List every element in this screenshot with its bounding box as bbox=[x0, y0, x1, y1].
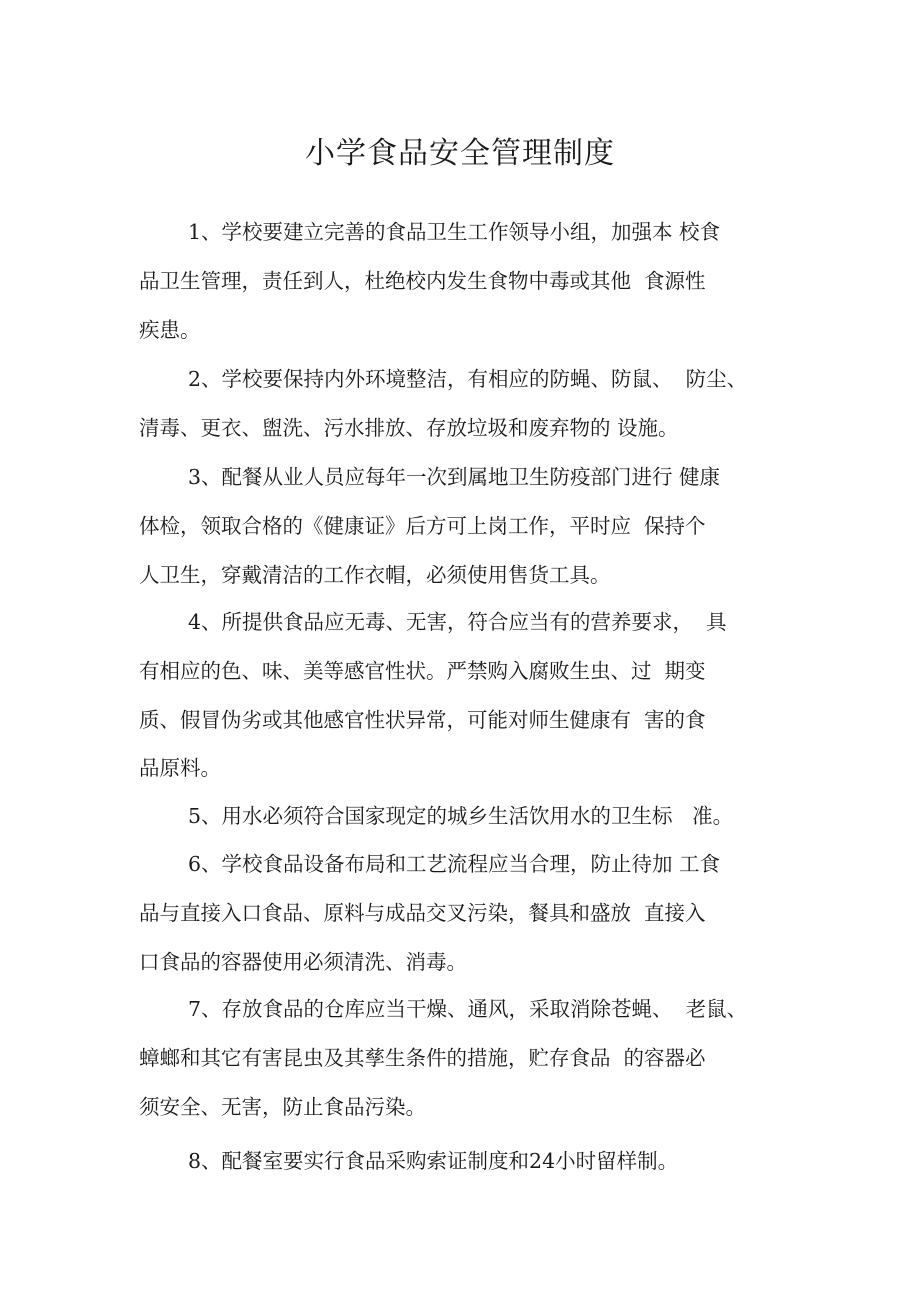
paragraph-line: 质、假冒伪劣或其他感官性状异常，可能对师生健康有 害的食 bbox=[139, 707, 706, 732]
paragraph-line: 疾患。 bbox=[139, 317, 201, 342]
paragraph-8 bbox=[139, 1137, 799, 1186]
paragraph-line: 有相应的色、味、美等感官性状。严禁购入腐败生虫、过 期变 bbox=[139, 658, 706, 683]
paragraph-1 bbox=[139, 208, 799, 354]
paragraph-6 bbox=[139, 840, 799, 986]
paragraph-2 bbox=[139, 355, 799, 453]
paragraph-line: 4、所提供食品应无毒、无害，符合应当有的营养要求， 具 bbox=[188, 610, 727, 634]
paragraph-line: 清毒、更衣、盥洗、污水排放、存放垃圾和废弃物的 设施。 bbox=[139, 415, 679, 440]
paragraph-3 bbox=[139, 453, 799, 599]
paragraph-line: 1、学校要建立完善的食品卫生工作领导小组，加强本 校食 bbox=[188, 220, 721, 244]
paragraph-line: 6、学校食品设备布局和工艺流程应当合理，防止待加 工食 bbox=[188, 852, 721, 876]
paragraph-line: 品原料。 bbox=[139, 756, 221, 781]
paragraph-4 bbox=[139, 598, 799, 793]
paragraph-line: 须安全、无害，防止食品污染。 bbox=[139, 1094, 426, 1119]
paragraph-line: 人卫生，穿戴清洁的工作衣帽，必须使用售货工具。 bbox=[139, 562, 611, 587]
paragraph-line: 蟑螂和其它有害昆虫及其孳生条件的措施，贮存食品 的容器必 bbox=[139, 1045, 706, 1070]
document-title: 小学食品安全管理制度 bbox=[305, 136, 615, 171]
paragraph-line: 3、配餐从业人员应每年一次到属地卫生防疫部门进行 健康 bbox=[188, 465, 721, 489]
paragraph-7 bbox=[139, 985, 799, 1131]
paragraph-line: 7、存放食品的仓库应当干燥、通风，采取消除苍蝇、 老鼠、 bbox=[188, 997, 748, 1021]
paragraph-line: 品卫生管理，责任到人，杜绝校内发生食物中毒或其他 食源性 bbox=[139, 268, 706, 293]
paragraph-line: 2、学校要保持内外环境整洁，有相应的防蝇、防鼠、 防尘、 bbox=[188, 367, 748, 391]
paragraph-line: 口食品的容器使用必须清洗、消毒。 bbox=[139, 949, 467, 974]
paragraph-line: 5、用水必须符合国家现定的城乡生活饮用水的卫生标 准。 bbox=[188, 804, 734, 828]
paragraph-line: 8、配餐室要实行食品采购索证制度和24小时留样制。 bbox=[188, 1149, 679, 1173]
paragraph-line: 体检，领取合格的《健康证》后方可上岗工作，平时应 保持个 bbox=[139, 513, 706, 538]
paragraph-line: 品与直接入口食品、原料与成品交叉污染，餐具和盛放 直接入 bbox=[139, 900, 706, 925]
paragraph-5 bbox=[139, 792, 799, 841]
